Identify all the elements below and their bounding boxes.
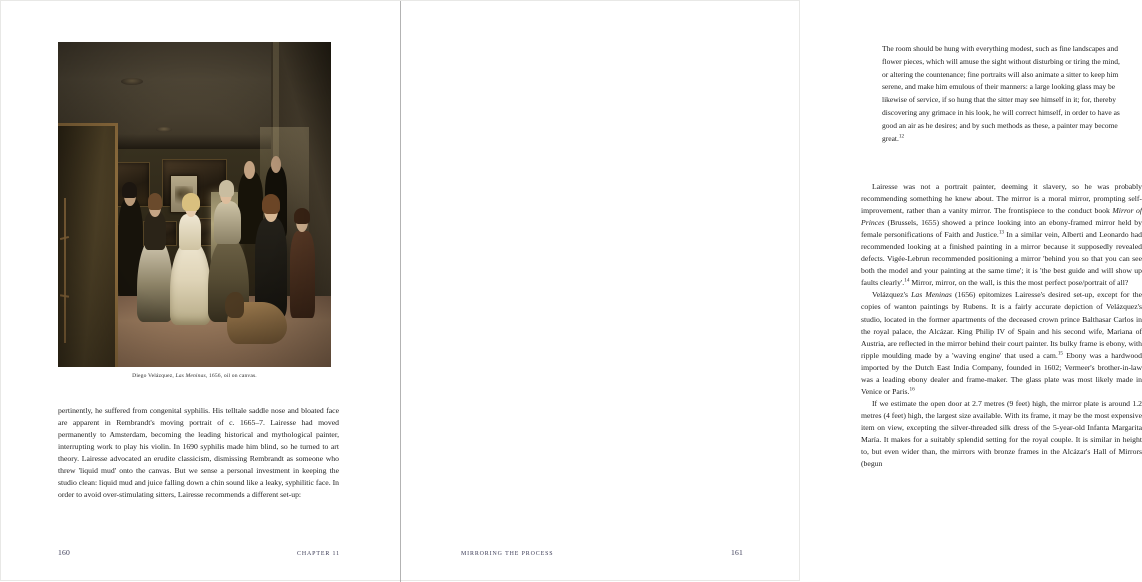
folio-left: 160	[58, 548, 70, 557]
footnote-marker: 15	[1057, 350, 1063, 357]
left-page	[1, 1, 400, 582]
right-page-body-text	[861, 181, 1142, 470]
paragraph	[861, 181, 1142, 289]
paragraph: pertinently, he suffered from congenital syphilis. His telltale saddle nose and bloated face are apparent in Rembrandt's moving portrait of c. 1665–7. Lairesse had moved permanently to Amsterdam, becoming the leading historical and mythological painter, interrupting work to play his violin. In 1690 syphilis made him blind, so he turned to art theory. Lairesse advocated an erudite classicism, dismissing Rembrandt as someone who threw 'liquid mud' onto the canvas. But we sense a personal investment in keeping the studio clean: liquid mud and juice falling down a chin sound like a leaky, syphilitic face. In order to avoid over-stimulating sitters, Lairesse recommends a different set-up:	[58, 406, 339, 500]
text-run: Mirror, mirror, on the wall, is this the most perfect pose/portrait of all?	[909, 278, 1129, 288]
folio-right: 161	[731, 548, 743, 557]
text-run: Ebony was a hardwood imported by the Dutch East India Company, founded in 1602; Vermeer's brother-in-law was a leading ebony dealer and frame-maker. The glass plate was most likely made in Venice or Paris.	[861, 350, 1142, 396]
text-run: Velázquez's	[872, 290, 912, 300]
footnote-marker: 13	[998, 229, 1005, 236]
text-run: (Brussels, 1655) showed a prince looking into an ebony-framed mirror held by female personifications of Faith and Justice.	[861, 218, 1142, 240]
footnote-marker: 12	[898, 133, 905, 140]
figure-caption	[58, 373, 331, 381]
blockquote-text: The room should be hung with everything modest, such as fine landscapes and flower pieces, which will amuse the sight without disturbing or tiring the mind, or altering the countenance; fine portraits will also animate a sitter to keep him serene, and make him emulous of their manners: a large looking glass may be likewise of service, if so hung that the sitter may see himself in it; for, thereby discovering any grimace in his look, he will correct himself, in order to have as good an air as he desires; and by such methods as these, a painter may become great.	[882, 44, 1120, 143]
italic-text: Mirror of Princes	[861, 206, 1142, 228]
paragraph	[861, 289, 1142, 397]
footnote-marker: 16	[909, 386, 915, 393]
caption-rest: , 1656, oil on canvas.	[205, 373, 257, 379]
text-run: (1656) epitomizes Lairesse's desired set-up, except for the copies of wanton paintings by Rubens. It is a fairly accurate depiction of Velázquez's studio, located in the former apartments of the deceased crown prince Balthasar Carlos in the royal palace, the Alcázar. King Philip IV of Spain and his second wife, Mariana of Austria, are reflected in the mirror behind their court painter. Its bulky frame is ebony, with ripple moulding made by a 'waving engine' that used a cam.	[861, 290, 1142, 360]
caption-artist: Diego Velázquez,	[132, 373, 174, 379]
running-head-right: MIRRORING THE PROCESS	[461, 551, 554, 557]
painting-artwork	[58, 42, 331, 367]
footnote-marker: 14	[904, 277, 910, 284]
figure-las-meninas	[58, 42, 331, 367]
blockquote-lairesse	[882, 43, 1124, 145]
right-page	[401, 1, 1142, 582]
text-run: If we estimate the open door at 2.7 metres (9 feet) high, the mirror plate is around 1.2 metres (4 feet) high, the largest size available. With its frame, it may be the most expensive item on view, excepting the silver-threaded silk dress of the 5-year-old Infanta Margarita María. It makes for a suitably splendid setting for the royal couple. It is similar in height to, but even wider than, the mirrors with bronze frames in the Alcázar's Hall of Mirrors (begun	[861, 398, 1142, 469]
text-run: In a similar vein, Alberti and Leonardo had recommended looking at a finished painting in a mirror because it supposedly revealed defects. Vigée-Lebrun recommended positioning a mirror 'behind you so that you can see both the model and your painting at the same time'; it is 'the best guide and will show up faults clearly'.	[861, 230, 1142, 288]
running-head-left: CHAPTER 11	[297, 551, 340, 557]
italic-text: Las Meninas	[911, 290, 952, 300]
caption-title: Las Meninas	[175, 373, 206, 379]
text-run: Lairesse was not a portrait painter, deeming it slavery, so he was probably recommending something he knew about. The mirror is a moral mirror, prompting self-improvement, rather than a vanity mirror. The frontispiece to the conduct book	[861, 182, 1142, 216]
paragraph	[861, 398, 1142, 470]
left-page-body-text	[58, 405, 339, 501]
painting-vignette	[58, 42, 331, 367]
blockquote-paragraph	[882, 43, 1124, 145]
